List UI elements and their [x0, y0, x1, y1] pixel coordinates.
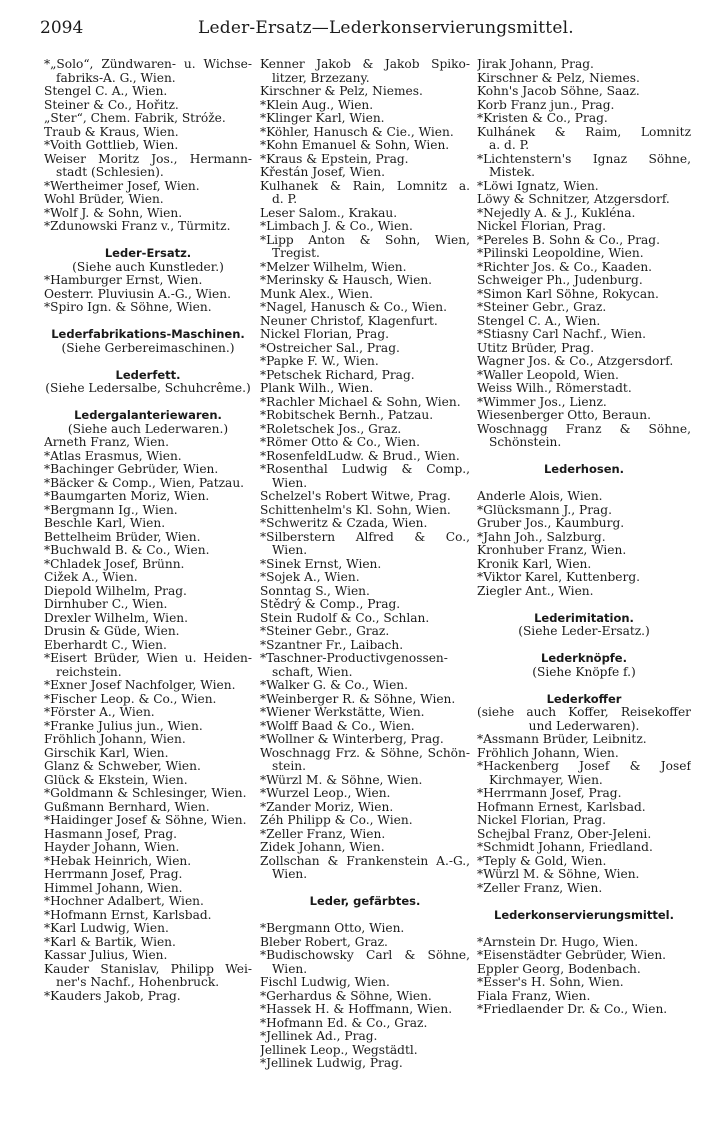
- list-item: Fiala Franz, Wien.: [477, 989, 591, 1003]
- list-item: *RosenfeldLudw. & Brud., Wien.: [260, 449, 460, 463]
- list-item: Munk Alex., Wien.: [260, 287, 373, 301]
- list-item: Wagner Jos. & Co., Atzgersdorf.: [477, 355, 674, 368]
- spacer: [44, 355, 252, 369]
- list-item: *Lichtenstern's Ignaz Söhne,: [477, 152, 691, 166]
- list-item-continuation: fabriks-A. G., Wien.: [56, 71, 176, 85]
- list-item-continuation: litzer, Brzezany.: [272, 71, 370, 85]
- column-left: [44, 58, 252, 1003]
- list-item: Kronhuber Franz, Wien.: [477, 544, 627, 557]
- list-item: Glück & Ekstein, Wien.: [44, 773, 188, 787]
- list-item: *Hofmann Ernst, Karlsbad.: [44, 908, 212, 922]
- list-item-continuation: Wien.: [272, 868, 308, 881]
- list-item-continuation: reichstein.: [56, 665, 122, 679]
- list-item: *Bäcker & Comp., Wien, Patzau.: [44, 476, 245, 490]
- list-item: *Hassek H. & Hoffmann, Wien.: [260, 1003, 453, 1016]
- list-item: Kauder Stanislav, Philipp Wei-: [44, 962, 252, 976]
- list-item: Jellinek Leop., Wegstädtl.: [260, 1043, 418, 1057]
- list-item: *Atlas Erasmus, Wien.: [44, 449, 182, 463]
- list-item: *Franke Julius jun., Wien.: [44, 719, 203, 733]
- list-item: *Köhler, Hanusch & Cie., Wien.: [260, 125, 454, 139]
- list-item: Hofmann Ernest, Karlsbad.: [477, 800, 646, 814]
- list-item: Zidek Johann, Wien.: [260, 841, 385, 854]
- list-item: Utitz Brüder, Prag.: [477, 341, 595, 355]
- list-item: *Haidinger Josef & Söhne, Wien.: [44, 814, 247, 827]
- list-item: Neuner Christof, Klagenfurt.: [260, 314, 438, 328]
- list-item: *Papke F. W., Wien.: [260, 355, 379, 368]
- list-item: *Glücksmann J., Prag.: [477, 503, 612, 517]
- list-item: Nickel Florian, Prag.: [477, 220, 607, 233]
- list-item: Eppler Georg, Bodenbach.: [477, 962, 641, 976]
- list-item-continuation: stadt (Schlesien).: [56, 166, 164, 179]
- list-item-continuation: Wien.: [272, 544, 308, 557]
- list-item: *Robitschek Bernh., Patzau.: [260, 409, 434, 422]
- list-item: *Goldmann & Schlesinger, Wien.: [44, 787, 247, 800]
- list-item: *Jellinek Ad., Prag.: [260, 1030, 378, 1043]
- list-item: Eberhardt C., Wien.: [44, 638, 167, 652]
- list-item: *Wolf J. & Sohn, Wien.: [44, 206, 183, 220]
- list-item: *Nejedly A. & J., Kukléna.: [477, 206, 636, 220]
- list-item: Schittenhelm's Kl. Sohn, Wien.: [260, 503, 451, 517]
- list-item: *Bachinger Gebrüder, Wien.: [44, 463, 219, 476]
- list-item-continuation: Wien.: [272, 962, 308, 976]
- list-item: *Melzer Wilhelm, Wien.: [260, 260, 407, 274]
- list-item: Kohn's Jacob Söhne, Saaz.: [477, 85, 640, 98]
- spacer: [44, 234, 252, 248]
- list-item-continuation: schaft, Wien.: [272, 665, 353, 679]
- list-item: Drexler Wilhelm, Wien.: [44, 611, 189, 625]
- spacer: [477, 598, 691, 612]
- spacer: [477, 639, 691, 653]
- list-item: Bleber Robert, Graz.: [260, 935, 388, 949]
- list-item: *Simon Karl Söhne, Rokycan.: [477, 287, 659, 301]
- spacer: [260, 882, 470, 896]
- list-item: Stein Rudolf & Co., Schlan.: [260, 611, 430, 625]
- list-item: *Förster A., Wien.: [44, 706, 155, 719]
- list-item: *Klinger Karl, Wien.: [260, 112, 385, 125]
- list-item: *Gerhardus & Söhne, Wien.: [260, 989, 432, 1003]
- list-item: *Jellinek Ludwig, Prag.: [260, 1057, 403, 1070]
- list-item: *Assmann Brüder, Leibnitz.: [477, 733, 647, 746]
- spacer: [260, 909, 470, 923]
- page-header: [40, 18, 690, 40]
- list-item: Sonntag S., Wien.: [260, 584, 370, 598]
- list-item: Zéh Philipp & Co., Wien.: [260, 814, 413, 827]
- list-item-continuation: Tregist.: [272, 247, 320, 260]
- list-item: Nickel Florian, Prag.: [260, 328, 390, 341]
- list-item: *Bergmann Otto, Wien.: [260, 922, 405, 935]
- list-item: Kassar Julius, Wien.: [44, 949, 168, 962]
- list-item: *Zander Moriz, Wien.: [260, 800, 394, 814]
- section-heading: Lederkoffer: [546, 691, 622, 706]
- list-item: *Teply & Gold, Wien.: [477, 854, 607, 868]
- list-item: Drusin & Güde, Wien.: [44, 625, 180, 638]
- page-title: Leder-Ersatz—Lederkonservierungsmittel.: [198, 18, 574, 38]
- list-item: Gruber Jos., Kaumburg.: [477, 517, 625, 530]
- list-item: *Karl Ludwig, Wien.: [44, 922, 169, 935]
- list-item: *Karl & Bartik, Wien.: [44, 935, 176, 949]
- spacer: [477, 450, 691, 464]
- page-number: 2094: [40, 18, 84, 38]
- list-item: *Würzl M. & Söhne, Wien.: [260, 773, 423, 787]
- list-item: Beschle Karl, Wien.: [44, 517, 166, 530]
- list-item: (siehe auch Koffer, Reisekoffer: [477, 706, 691, 719]
- list-item: Steiner & Co., Hořitz.: [44, 98, 179, 112]
- list-item: *Hebak Heinrich, Wien.: [44, 854, 192, 868]
- list-item: *Spiro Ign. & Söhne, Wien.: [44, 301, 212, 314]
- section-note: (Siehe auch Kunstleder.): [72, 259, 224, 274]
- list-item: *Hamburger Ernst, Wien.: [44, 274, 203, 287]
- list-item: *Pilinski Leopoldine, Wien.: [477, 247, 644, 260]
- list-item: *Pereles B. Sohn & Co., Prag.: [477, 233, 660, 247]
- list-item: *Kristen & Co., Prag.: [477, 112, 608, 125]
- list-item: *Zdunowski Franz v., Türmitz.: [44, 220, 231, 233]
- list-item: *Szantner Fr., Laibach.: [260, 638, 404, 652]
- list-item: *„Solo“, Zündwaren- u. Wichse-: [44, 58, 252, 71]
- list-item: Fischl Ludwig, Wien.: [260, 976, 390, 989]
- section-heading: Ledergalanteriewaren.: [74, 408, 222, 422]
- list-item: *Exner Josef Nachfolger, Wien.: [44, 679, 236, 692]
- list-item: Korb Franz jun., Prag.: [477, 98, 615, 112]
- spacer: [477, 895, 691, 909]
- list-item: *Sinek Ernst, Wien.: [260, 557, 382, 571]
- list-item: *Klein Aug., Wien.: [260, 98, 374, 112]
- list-item: Kulhánek & Raim, Lomnitz: [477, 125, 691, 139]
- list-item: Stengel C. A., Wien.: [477, 314, 601, 328]
- list-item: Anderle Alois, Wien.: [477, 490, 603, 503]
- list-item: Girschik Karl, Wien.: [44, 746, 169, 760]
- section-heading: Leder, gefärbtes.: [309, 894, 421, 908]
- list-item: *Bergmann Ig., Wien.: [44, 503, 178, 517]
- spacer: [477, 922, 691, 936]
- list-item: Woschnagg Frz. & Söhne, Schön-: [260, 746, 470, 760]
- list-item: Woschnagg Franz & Söhne,: [477, 422, 691, 436]
- list-item: *Kohn Emanuel & Sohn, Wien.: [260, 139, 450, 152]
- list-item: Jirak Johann, Prag.: [477, 58, 594, 71]
- list-item: Himmel Johann, Wien.: [44, 881, 183, 895]
- list-item: *Merinsky & Hausch, Wien.: [260, 274, 433, 287]
- list-item: *Esser's H. Sohn, Wien.: [477, 976, 624, 989]
- list-item: Kirschner & Pelz, Niemes.: [477, 71, 640, 85]
- list-item: *Waller Leopold, Wien.: [477, 368, 619, 382]
- list-item-continuation: Mistek.: [489, 166, 536, 179]
- list-item: *Schmidt Johann, Friedland.: [477, 841, 653, 854]
- spacer: [44, 315, 252, 329]
- section-note: (Siehe Leder-Ersatz.): [518, 624, 650, 638]
- list-item: Kronik Karl, Wien.: [477, 557, 592, 571]
- list-item: *Sojek A., Wien.: [260, 571, 360, 584]
- list-item: *Löwi Ignatz, Wien.: [477, 179, 599, 193]
- section-note: (Siehe Knöpfe f.): [532, 664, 636, 679]
- list-item: *Walker G. & Co., Wien.: [260, 679, 409, 692]
- list-item: *Voith Gottlieb, Wien.: [44, 139, 179, 152]
- list-item: Hayder Johann, Wien.: [44, 841, 180, 854]
- list-item: *Würzl M. & Söhne, Wien.: [477, 868, 640, 881]
- list-item-continuation: ner's Nachf., Hohenbruck.: [56, 976, 220, 989]
- section-note: (Siehe Gerbereimaschinen.): [61, 340, 235, 355]
- list-item: *Friedlaender Dr. & Co., Wien.: [477, 1003, 668, 1016]
- list-item: Stědrý & Comp., Prag.: [260, 598, 401, 611]
- list-item: *Steiner Gebr., Graz.: [260, 625, 390, 638]
- list-item: Glanz & Schweber, Wien.: [44, 760, 201, 773]
- list-item: Traub & Kraus, Wien.: [44, 125, 179, 139]
- list-item: Gußmann Bernhard, Wien.: [44, 800, 210, 814]
- list-item: *Taschner-Productivgenossen-: [260, 652, 448, 665]
- list-item-continuation: Kirchmayer, Wien.: [489, 773, 603, 787]
- list-item: *Baumgarten Moriz, Wien.: [44, 490, 210, 503]
- list-item: Schejbal Franz, Ober-Jeleni.: [477, 827, 652, 841]
- list-item: *Östreicher Sal., Prag.: [260, 341, 400, 355]
- list-item: Wiesenberger Otto, Beraun.: [477, 409, 651, 422]
- spacer: [44, 396, 252, 410]
- list-item: *Wertheimer Josef, Wien.: [44, 179, 200, 193]
- section-heading: Leder-Ersatz.: [104, 246, 192, 260]
- spacer: [477, 477, 691, 491]
- list-item: *Wurzel Leop., Wien.: [260, 787, 391, 800]
- list-item: Fröhlich Johann, Wien.: [477, 746, 619, 760]
- list-item: Kenner Jakob & Jakob Spiko-: [260, 58, 470, 71]
- list-item: Löwy & Schnitzer, Atzgersdorf.: [477, 193, 670, 206]
- list-item: „Ster“, Chem. Fabrik, Stróže.: [44, 112, 226, 125]
- list-item: *Budischowsky Carl & Söhne,: [260, 949, 470, 962]
- list-item: Weiss Wilh., Römerstadt.: [477, 382, 632, 395]
- list-item: *Wolff Baad & Co., Wien.: [260, 719, 415, 733]
- column-middle: [260, 58, 470, 1071]
- list-item: *Wiener Werkstätte, Wien.: [260, 706, 425, 719]
- spacer: [477, 679, 691, 693]
- list-item-continuation: a. d. P.: [489, 139, 530, 152]
- section-note: (Siehe Ledersalbe, Schuhcrême.): [45, 381, 251, 395]
- list-item: *Hackenberg Josef & Josef: [477, 760, 691, 773]
- list-item: *Herrmann Josef, Prag.: [477, 787, 622, 800]
- list-item: *Roletschek Jos., Graz.: [260, 422, 402, 436]
- section-heading: Lederfett.: [115, 367, 181, 382]
- list-item: *Kauders Jakob, Prag.: [44, 989, 181, 1003]
- list-item: *Kraus & Epstein, Prag.: [260, 152, 409, 166]
- list-item: *Hofmann Ed. & Co., Graz.: [260, 1016, 428, 1030]
- column-right: [477, 58, 691, 1017]
- list-item: Křestán Josef, Wien.: [260, 166, 385, 179]
- list-item-continuation: Schönstein.: [489, 436, 562, 449]
- list-item: *Jahn Joh., Salzburg.: [477, 530, 606, 544]
- list-item: Fröhlich Johann, Wien.: [44, 733, 186, 746]
- list-item-continuation: stein.: [272, 760, 306, 773]
- list-item: *Wollner & Winterberg, Prag.: [260, 733, 444, 746]
- list-item: Zollschan & Frankenstein A.-G.,: [260, 854, 470, 868]
- list-item: *Fischer Leop. & Co., Wien.: [44, 692, 217, 706]
- list-item: *Hochner Adalbert, Wien.: [44, 895, 204, 908]
- list-item-continuation: Wien.: [272, 476, 308, 490]
- list-item: Nickel Florian, Prag.: [477, 814, 607, 827]
- list-item: Čižek A., Wien.: [44, 571, 138, 584]
- list-item: *Rachler Michael & Sohn, Wien.: [260, 395, 461, 409]
- section-note: und Lederwaren).: [528, 718, 640, 733]
- list-item: *Römer Otto & Co., Wien.: [260, 436, 421, 449]
- list-item: *Lipp Anton & Sohn, Wien,: [260, 233, 470, 247]
- list-item: Kirschner & Pelz, Niemes.: [260, 85, 423, 98]
- section-heading: Lederimitation.: [534, 610, 634, 625]
- list-item: *Eisenstädter Gebrüder, Wien.: [477, 949, 667, 962]
- list-item: Leser Salom., Krakau.: [260, 206, 398, 220]
- list-item: *Zeller Franz, Wien.: [477, 881, 603, 895]
- list-item: *Chladek Josef, Brünn.: [44, 557, 185, 571]
- list-item: *Buchwald B. & Co., Wien.: [44, 544, 210, 557]
- list-item: *Arnstein Dr. Hugo, Wien.: [477, 935, 639, 949]
- list-item: *Richter Jos. & Co., Kaaden.: [477, 260, 653, 274]
- list-item: Weiser Moritz Jos., Hermann-: [44, 152, 252, 166]
- list-item: *Nagel, Hanusch & Co., Wien.: [260, 301, 448, 314]
- list-item: Bettelheim Brüder, Wien.: [44, 530, 201, 544]
- list-item: *Weinberger R. & Söhne, Wien.: [260, 692, 456, 706]
- list-item: *Viktor Karel, Kuttenberg.: [477, 571, 641, 584]
- list-item: *Eisert Brüder, Wien u. Heiden-: [44, 652, 252, 665]
- section-heading: Lederfabrikations-Maschinen.: [51, 327, 245, 341]
- list-item: Wohl Brüder, Wien.: [44, 193, 164, 206]
- list-item-continuation: d. P.: [272, 193, 298, 206]
- list-item: *Zeller Franz, Wien.: [260, 827, 386, 841]
- list-item: *Rosenthal Ludwig & Comp.,: [260, 463, 470, 476]
- list-item: *Silberstern Alfred & Co.,: [260, 530, 470, 544]
- list-item: Plank Wilh., Wien.: [260, 382, 374, 395]
- section-note: (Siehe auch Lederwaren.): [67, 421, 229, 436]
- list-item: Arneth Franz, Wien.: [44, 436, 170, 449]
- section-heading: Lederhosen.: [543, 462, 625, 476]
- list-item: *Wimmer Jos., Lienz.: [477, 395, 607, 409]
- list-item: *Limbach J. & Co., Wien.: [260, 220, 413, 233]
- list-item: Oesterr. Pluviusin A.-G., Wien.: [44, 287, 231, 301]
- list-item: Stengel C. A., Wien.: [44, 85, 168, 98]
- list-item: Herrmann Josef, Prag.: [44, 868, 183, 881]
- list-item: *Petschek Richard, Prag.: [260, 368, 415, 382]
- list-item: Schelzel's Robert Witwe, Prag.: [260, 490, 451, 503]
- list-item: *Steiner Gebr., Graz.: [477, 301, 607, 314]
- list-item: *Stiasny Carl Nachf., Wien.: [477, 328, 647, 341]
- list-item: Ziegler Ant., Wien.: [477, 584, 594, 598]
- list-item: Hasmann Josef, Prag.: [44, 827, 178, 841]
- list-item: Kulhanek & Rain, Lomnitz a.: [260, 179, 470, 193]
- list-item: Diepold Wilhelm, Prag.: [44, 584, 187, 598]
- list-item: *Schweritz & Czada, Wien.: [260, 517, 428, 530]
- section-heading: Lederknöpfe.: [541, 651, 627, 665]
- list-item: Dirnhuber C., Wien.: [44, 598, 168, 611]
- section-heading: Lederkonservierungsmittel.: [494, 907, 674, 922]
- list-item: Schweiger Ph., Judenburg.: [477, 274, 643, 287]
